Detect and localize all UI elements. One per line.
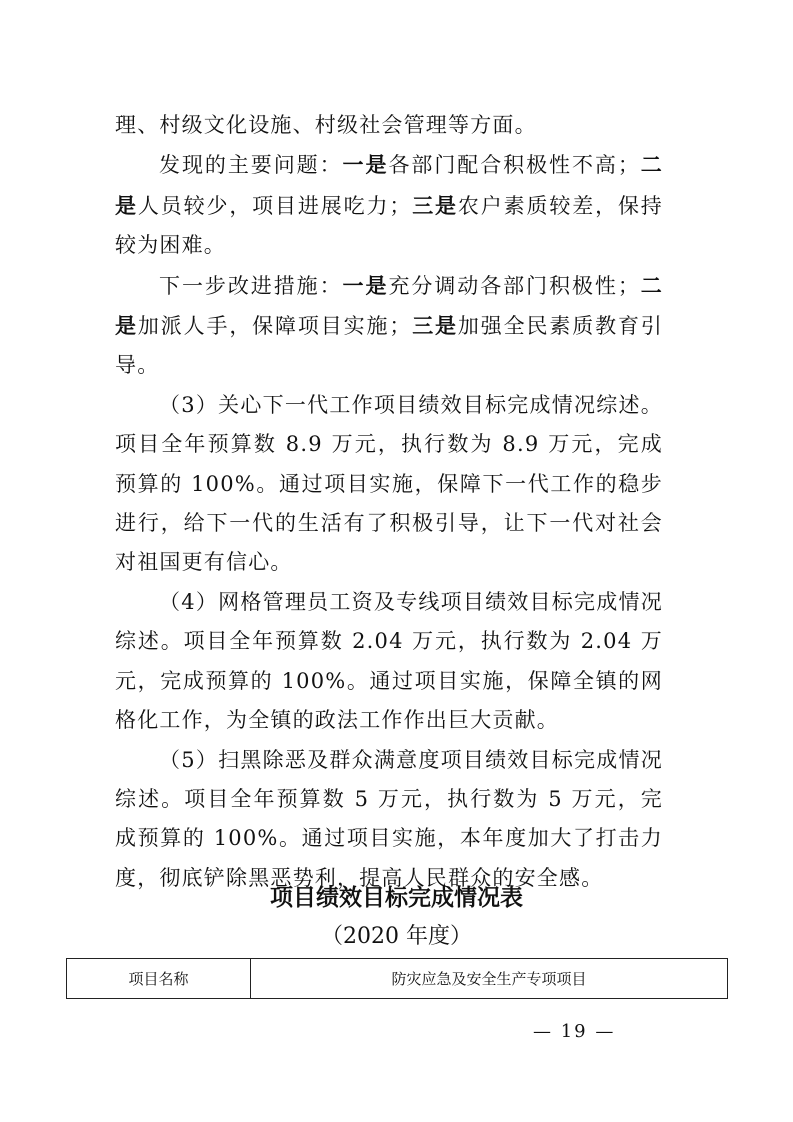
paragraph: [115, 741, 663, 899]
paragraph-text: 发现的主要问题：: [159, 153, 343, 178]
paragraph-text: 农户素质较差，保持较为困难。: [115, 193, 663, 258]
paragraph-text: 人员较少，项目进展吃力；: [137, 193, 412, 218]
bold-marker: 三是: [411, 192, 458, 218]
paragraph-text: （4）网格管理员工资及专线项目绩效目标完成情况综述。项目全年预算数 2.04 万元，执行数为 2.04 万元，完成预算的 100%。通过项目实施，保障全镇的网格化工作，为全镇的政法工作作出巨大贡献。: [115, 589, 663, 733]
table-row: [67, 959, 728, 999]
paragraph-text: 加派人手，保障项目实施；: [137, 314, 412, 339]
project-name-value: 防灾应急及安全生产专项项目: [251, 959, 728, 999]
paragraph: [115, 386, 663, 583]
bold-marker: 二是: [115, 272, 664, 339]
paragraph-text: 理、村级文化设施、村级社会管理等方面。: [115, 113, 537, 137]
paragraph: [115, 145, 663, 265]
table-title: 项目绩效目标完成情况表: [270, 885, 523, 911]
paragraph-text: 充分调动各部门积极性；: [388, 273, 641, 298]
paragraph: [115, 583, 663, 741]
body-text: [115, 106, 663, 898]
paragraph: [115, 266, 663, 386]
paragraph-text: 各部门配合积极性不高；: [388, 153, 641, 178]
paragraph-text: （3）关心下一代工作项目绩效目标完成情况综述。项目全年预算数 8.9 万元，执行数为 8.9 万元，完成预算的 100%。通过项目实施，保障下一代工作的稳步进行，给下一代的生活有了积极引导，让下一代对社会对祖国更有信心。: [115, 392, 663, 575]
bold-marker: 三是: [411, 313, 458, 339]
project-name-label: 项目名称: [67, 959, 251, 999]
bold-marker: 一是: [342, 152, 389, 178]
paragraph: [115, 106, 663, 145]
bold-marker: 二是: [115, 152, 664, 218]
paragraph-text: （5）扫黑除恶及群众满意度项目绩效目标完成情况综述。项目全年预算数 5 万元，执行数为 5 万元，完成预算的 100%。通过项目实施，本年度加大了打击力度，彻底铲除黑恶势利，提高人民群众的安全感。: [115, 747, 663, 890]
paragraph-text: 加强全民素质教育引导。: [115, 314, 663, 378]
project-info-table: [66, 958, 728, 999]
bold-marker: 一是: [342, 272, 389, 298]
page-number: — 19 —: [533, 1021, 616, 1042]
paragraph-text: 下一步改进措施：: [159, 273, 343, 298]
table-year: （2020 年度）: [321, 924, 472, 949]
